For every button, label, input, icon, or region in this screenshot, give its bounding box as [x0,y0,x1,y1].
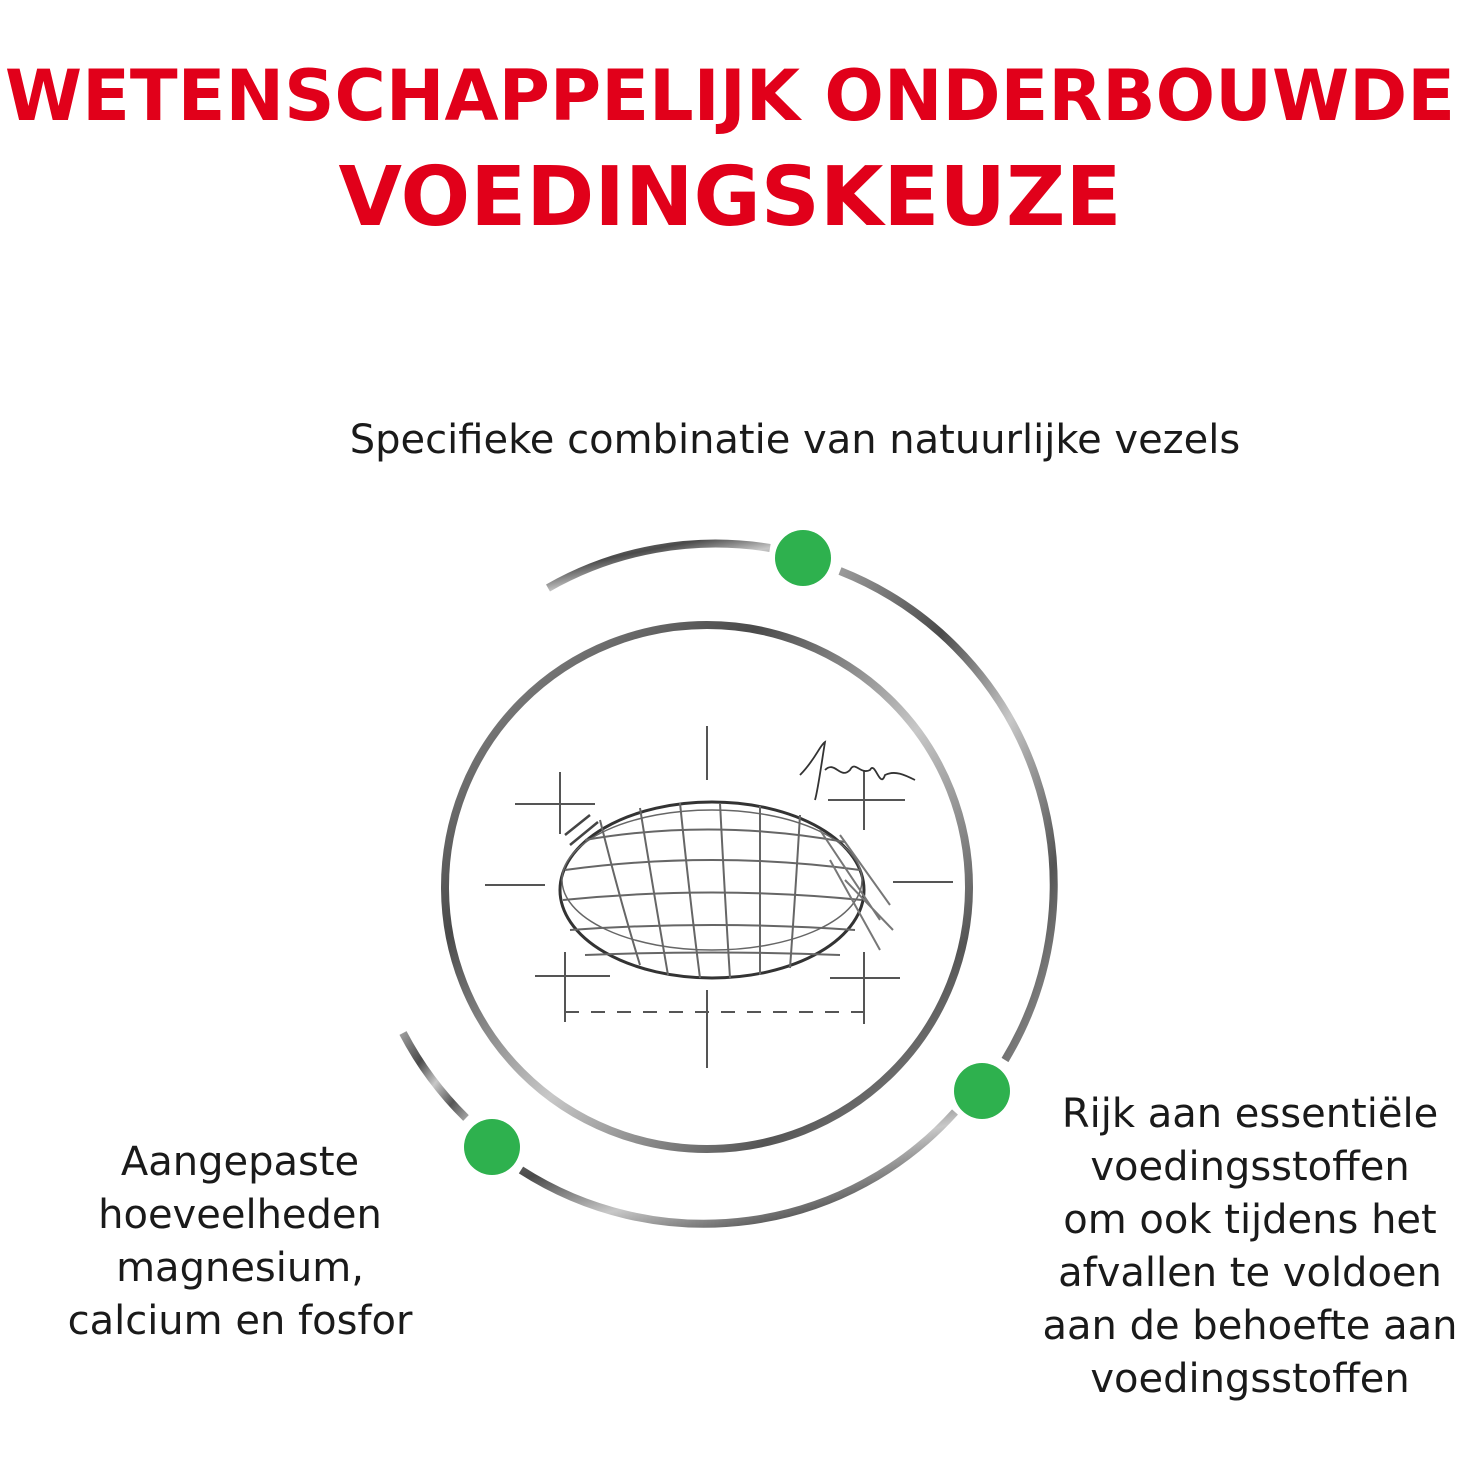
green-dot-right [954,1063,1010,1119]
page-title-line-1: WETENSCHAPPELIJK ONDERBOUWDE [4,55,1456,137]
benefit-label-right: Rijk aan essentiële voedingsstoffen om ook tijdens het afvallen te voldoen aan de behoefte aan voedingsstoffen [1042,1091,1458,1402]
inner-ring [445,625,969,1149]
page-title-line-2: VOEDINGSKEUZE [338,150,1122,245]
outer-arc-top [548,544,770,588]
outer-arc-left [403,1033,466,1118]
kibble-sketch-icon [485,726,953,1068]
benefit-label-top: Specifieke combinatie van natuurlijke vezels [349,417,1241,463]
green-dot-left [464,1119,520,1175]
benefit-label-left: Aangepaste hoeveelheden magnesium, calcium en fosfor [67,1139,413,1344]
green-dot-top [775,530,831,586]
outer-arc-bottom [521,1112,955,1224]
